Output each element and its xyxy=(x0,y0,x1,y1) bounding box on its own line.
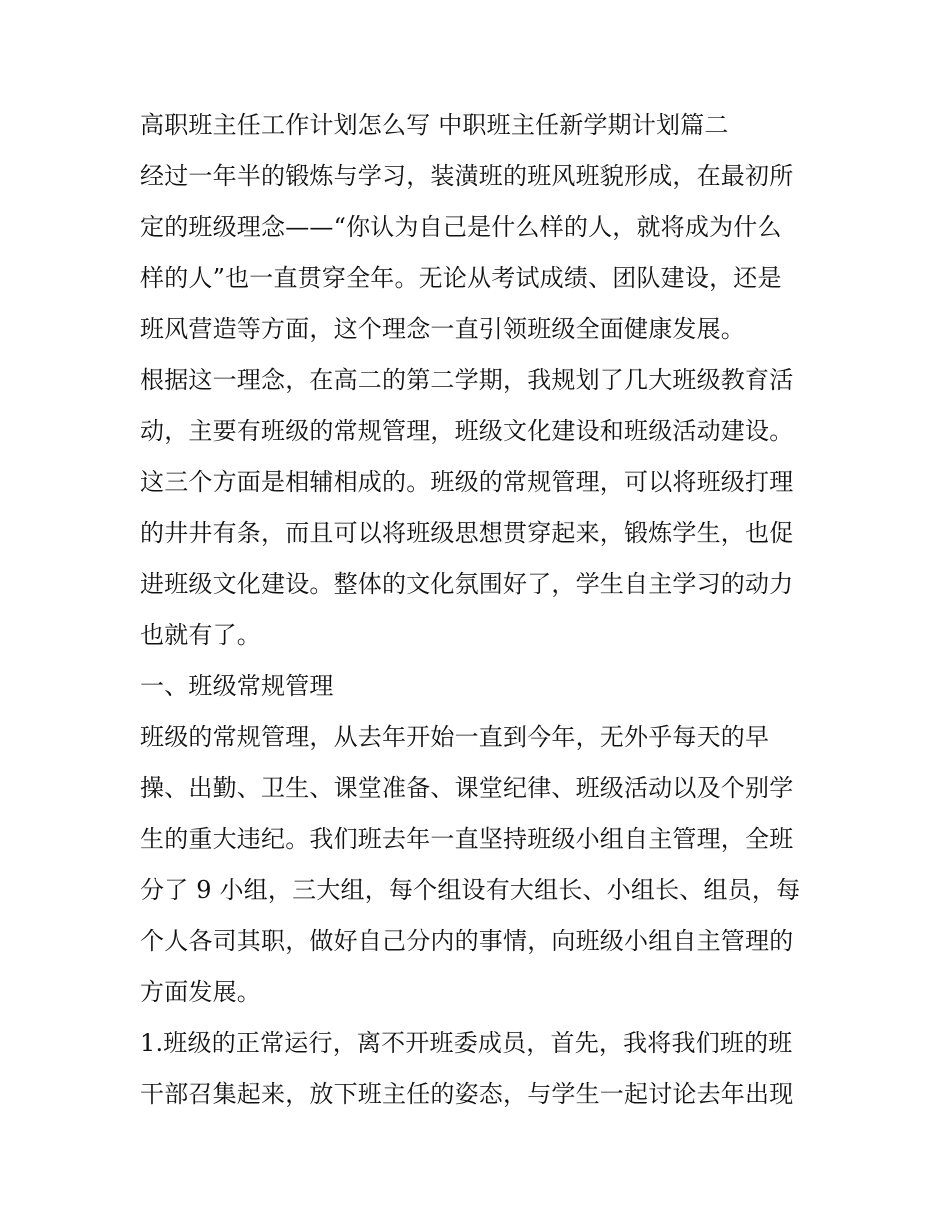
text-line: 根据这一理念，在高二的第二学期，我规划了几大班级教育活 xyxy=(140,366,794,394)
text-line: 定的班级理念——“你认为自己是什么样的人，就将成为什么 xyxy=(140,213,782,241)
text-line: 样的人”也一直贯穿全年。无论从考试成绩、团队建设，还是 xyxy=(140,264,782,292)
text-line: 操、出勤、卫生、课堂准备、课堂纪律、班级活动以及个别学 xyxy=(140,774,794,802)
text-line: 方面发展。 xyxy=(140,978,261,1006)
document-title: 高职班主任工作计划怎么写 中职班主任新学期计划篇二 xyxy=(140,111,729,139)
text-line: 这三个方面是相辅相成的。班级的常规管理，可以将班级打理 xyxy=(140,468,794,496)
text-line: 分了 9 小组，三大组，每个组设有大组长、小组长、组员，每 xyxy=(140,876,801,904)
text-line: 的井井有条，而且可以将班级思想贯穿起来，锻炼学生，也促 xyxy=(140,519,794,547)
text-line: 生的重大违纪。我们班去年一直坚持班级小组自主管理，全班 xyxy=(140,825,794,853)
text-line: 1.班级的正常运行，离不开班委成员，首先，我将我们班的班 xyxy=(140,1029,793,1057)
text-line: 进班级文化建设。整体的文化氛围好了，学生自主学习的动力 xyxy=(140,570,794,598)
text-line: 班风营造等方面，这个理念一直引领班级全面健康发展。 xyxy=(140,315,745,343)
text-line: 干部召集起来，放下班主任的姿态，与学生一起讨论去年出现 xyxy=(140,1080,794,1108)
section-heading: 一、班级常规管理 xyxy=(140,672,334,700)
text-line: 也就有了。 xyxy=(140,621,261,649)
text-line: 经过一年半的锻炼与学习，装潢班的班风班貌形成，在最初所 xyxy=(140,162,794,190)
text-line: 动，主要有班级的常规管理，班级文化建设和班级活动建设。 xyxy=(140,417,794,445)
text-line: 班级的常规管理，从去年开始一直到今年，无外乎每天的早 xyxy=(140,723,770,751)
text-line: 个人各司其职，做好自己分内的事情，向班级小组自主管理的 xyxy=(140,927,794,955)
